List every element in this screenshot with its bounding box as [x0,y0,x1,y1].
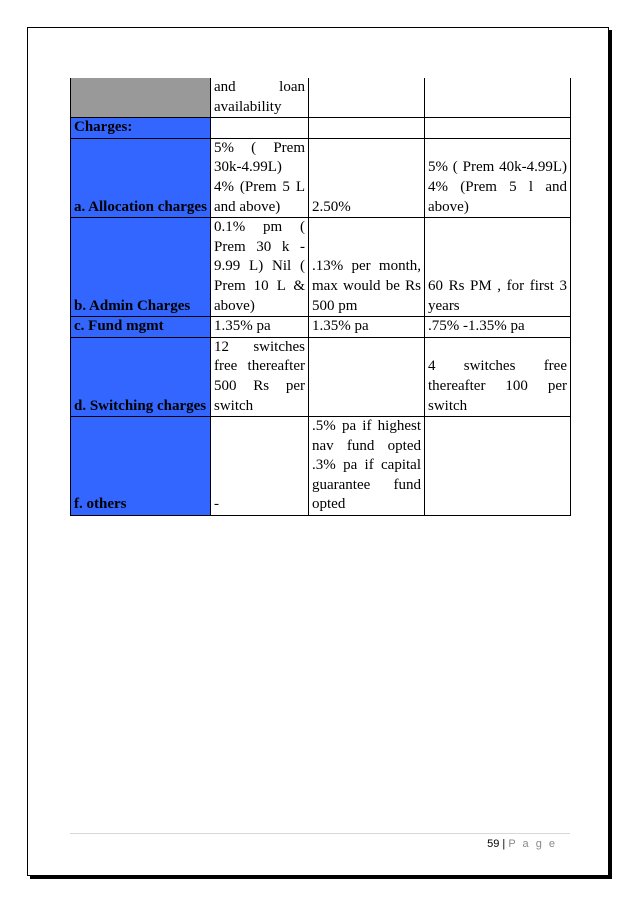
table-row [71,417,571,516]
row-label-cell [71,78,211,118]
page-number: 59 [487,838,500,850]
table-cell: and loan availability [211,78,309,118]
row-label-cell: b. Admin Charges [71,218,211,317]
table-cell: 2.50% [309,138,425,217]
table-cell [425,118,571,139]
table-cell [211,118,309,139]
table-cell [425,78,571,118]
table-row [71,138,571,217]
table-cell: 1.35% pa [309,317,425,338]
page-number-separator: | [502,838,506,850]
table-row [71,337,571,416]
row-label-cell: a. Allocation charges [71,138,211,217]
table-cell: 5% ( Prem 30k-4.99L) 4% (Prem 5 L and above) [211,138,309,217]
table-row [71,317,571,338]
page-word: P a g e [508,838,557,850]
row-label-cell: d. Switching charges [71,337,211,416]
table-cell [425,417,571,516]
page-footer [0,838,557,850]
charges-table [70,78,571,516]
table-cell: .75% -1.35% pa [425,317,571,338]
table-cell: 4 switches free thereafter 100 per switch [425,337,571,416]
table-cell: .5% pa if highest nav fund opted .3% pa if capital guarantee fund opted [309,417,425,516]
table-cell: 1.35% pa [211,317,309,338]
table-row [71,218,571,317]
table-cell: 12 switches free thereafter 500 Rs per switch [211,337,309,416]
table-cell [309,337,425,416]
row-label-cell: c. Fund mgmt [71,317,211,338]
table-cell: 60 Rs PM , for first 3 years [425,218,571,317]
table-cell: .13% per month, max would be Rs 500 pm [309,218,425,317]
table-row [71,118,571,139]
table-row [71,78,571,118]
table-cell: 5% ( Prem 40k-4.99L) 4% (Prem 5 l and above) [425,138,571,217]
row-label-cell: f. others [71,417,211,516]
footer-divider [70,833,570,834]
table-cell: 0.1% pm ( Prem 30 k - 9.99 L) Nil ( Prem 10 L & above) [211,218,309,317]
table-cell [309,118,425,139]
table-cell [309,78,425,118]
table-cell: - [211,417,309,516]
row-label-cell: Charges: [71,118,211,139]
